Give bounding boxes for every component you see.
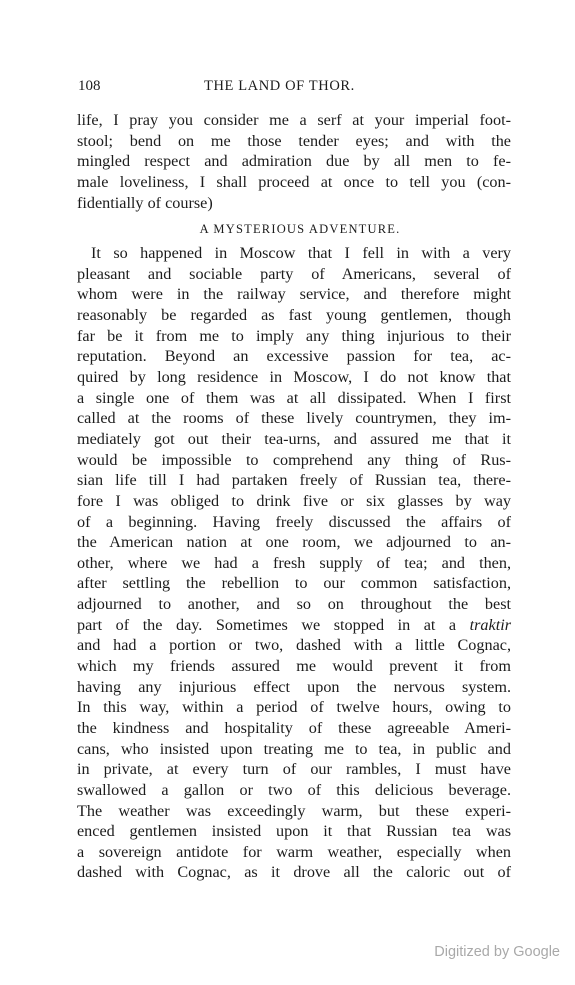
- text-line: life, I pray you consider me a serf at your imperial foot-: [77, 111, 511, 129]
- text-line: the kindness and hospitality of these agreeable Ameri-: [77, 718, 511, 737]
- section-heading: A MYSTERIOUS ADVENTURE.: [199, 222, 401, 237]
- text-line: would be impossible to comprehend any thing of Rus-: [77, 450, 511, 469]
- text-line: having any injurious effect upon the nervous system.: [77, 677, 511, 696]
- text-line: a sovereign antidote for warm weather, especially when: [77, 842, 511, 861]
- text-line: called at the rooms of these lively countrymen, they im-: [77, 409, 511, 428]
- text-segment: part of the day. Sometimes we stopped in at a: [77, 615, 470, 634]
- text-line: adjourned to another, and so on throughout the best: [77, 595, 511, 614]
- text-line: mingled respect and admiration due by all men to fe-: [77, 152, 511, 171]
- text-line: In this way, within a period of twelve hours, owing to: [77, 698, 511, 717]
- digitized-credit: Digitized by Google: [434, 944, 560, 960]
- text-line: stool; bend on me those tender eyes; and with the: [77, 131, 511, 150]
- running-title: THE LAND OF THOR.: [204, 78, 355, 94]
- text-line: dashed with Cognac, as it drove all the caloric out of: [77, 863, 511, 882]
- text-line: a single one of them was at all dissipated. When I first: [77, 388, 511, 407]
- text-line: reasonably be regarded as fast young gentlemen, though: [77, 306, 511, 325]
- text-line: swallowed a gallon or two of this delicious beverage.: [77, 780, 511, 799]
- text-line: which my friends assured me would prevent it from: [77, 657, 511, 676]
- text-line: It so happened in Moscow that I fell in with a very: [91, 244, 511, 263]
- text-line: cans, who insisted upon treating me to tea, in public and: [77, 739, 511, 758]
- text-line: mediately got out their tea-urns, and assured me that it: [77, 429, 511, 448]
- text-line: other, where we had a fresh supply of tea; and then,: [77, 553, 511, 572]
- body-text: [77, 110, 511, 883]
- text-line: in private, at every turn of our rambles, I must have: [77, 760, 511, 779]
- text-line: quired by long residence in Moscow, I do not know that: [77, 368, 511, 387]
- text-line: after settling the rebellion to our common satisfaction,: [77, 574, 511, 593]
- text-line: fidentially of course): [77, 193, 213, 212]
- running-head: [78, 78, 510, 100]
- text-line: far be it from me to imply any thing injurious to their: [77, 326, 511, 345]
- page-number: 108: [78, 78, 101, 94]
- text-line: whom were in the railway service, and therefore might: [77, 285, 511, 304]
- text-line: male loveliness, I shall proceed at once to tell you (con-: [77, 172, 511, 191]
- text-line: of a beginning. Having freely discussed the affairs of: [77, 512, 511, 531]
- text-line: and had a portion or two, dashed with a little Cognac,: [77, 636, 511, 655]
- text-line: sian life till I had partaken freely of Russian tea, there-: [77, 471, 511, 490]
- text-line: fore I was obliged to drink five or six glasses by way: [77, 491, 511, 510]
- text-line: reputation. Beyond an excessive passion for tea, ac-: [77, 347, 511, 366]
- text-line: the American nation at one room, we adjourned to an-: [77, 533, 511, 552]
- text-line-with-italic: [77, 615, 511, 636]
- text-line: pleasant and sociable party of Americans, several of: [77, 264, 511, 283]
- text-line: The weather was exceedingly warm, but these experi-: [77, 801, 511, 820]
- text-line: enced gentlemen insisted upon it that Russian tea was: [77, 822, 511, 841]
- italic-term: traktir: [469, 615, 511, 634]
